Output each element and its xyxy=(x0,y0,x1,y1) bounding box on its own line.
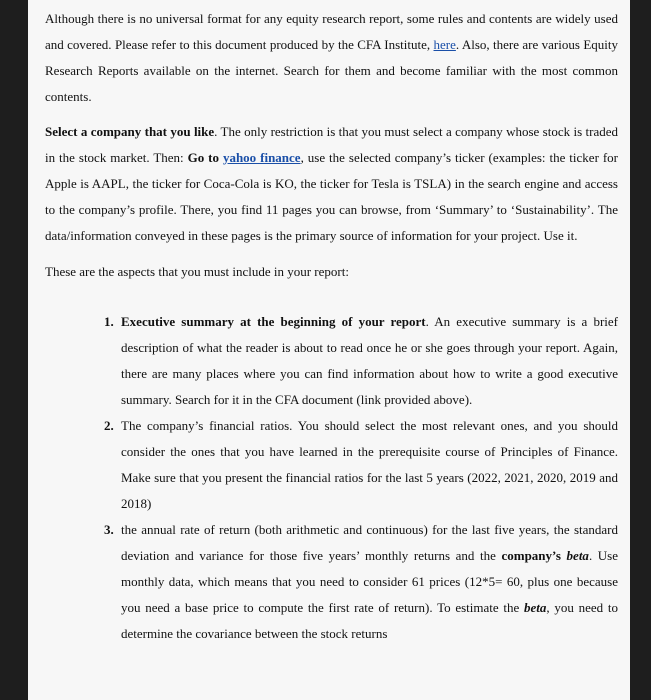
item-2-text: The company’s financial ratios. You should select the most relevant ones, and you should consider the ones that you have learned in the prerequisite course of Principles of Finance. Make sure that you present the financial ratios for the last 5 years (2022, 2021, 2020, 2019 and 2018) xyxy=(121,418,618,511)
item-3-text-1: the annual rate of return (both arithmetic and continuous) for the last five years, the standard deviation and variance for those five years’ monthly returns and the xyxy=(121,522,618,563)
item-1-text: . An executive summary is a brief description of what the reader is about to read once he or she goes through your report. Again, there are many places where you can find information about how to write a good executive summary. Search for it in the CFA document (link provided above). xyxy=(121,314,618,407)
aspects-list xyxy=(45,309,618,647)
document-page xyxy=(28,0,630,700)
list-item xyxy=(117,517,618,647)
select-company-paragraph xyxy=(45,119,618,249)
beta-bold-italic-1: beta xyxy=(566,548,589,563)
list-item xyxy=(117,309,618,413)
item-3-text-2: . Use monthly data, which means that you need to consider 61 prices (12*5= 60, plus one because you need a base price to compute the first rate of return). To estimate the xyxy=(121,548,619,615)
company-bold: company’s xyxy=(501,548,567,563)
yahoo-finance-link[interactable]: yahoo finance xyxy=(222,150,301,165)
item-3-text-3: , you need to determine the covariance between the stock returns xyxy=(121,600,619,641)
select-text-2: , use the selected company’s ticker (examples: the ticker for Apple is AAPL, the ticker for Coca-Cola is KO, the ticker for Tesla is TSLA) in the search engine and access to the company’s profile. There, you find 11 pages you can browse, from ‘Summary’ to ‘Sustainability’. The data/information conveyed in these pages is the primary source of information for your project. Use it. xyxy=(45,150,619,243)
go-to-bold: Go to xyxy=(187,150,223,165)
select-company-bold: Select a company that you like xyxy=(45,124,215,139)
aspects-intro: These are the aspects that you must include in your report: xyxy=(45,264,349,279)
list-item xyxy=(117,413,618,517)
intro-text-1: Although there is no universal format for any equity research report, some rules and contents are widely used and covered. Please refer to this document produced by the CFA Institute, xyxy=(45,11,618,52)
here-link[interactable]: here xyxy=(433,37,456,52)
intro-text-2: . Also, there are various Equity Research Reports available on the internet. Search for them and become familiar with the most common contents. xyxy=(45,37,618,104)
beta-bold-italic-2: beta xyxy=(524,600,547,615)
executive-summary-bold: Executive summary at the beginning of your report xyxy=(121,314,426,329)
select-text-1: . The only restriction is that you must select a company whose stock is traded in the stock market. Then: xyxy=(45,124,618,165)
intro-paragraph xyxy=(45,6,618,110)
